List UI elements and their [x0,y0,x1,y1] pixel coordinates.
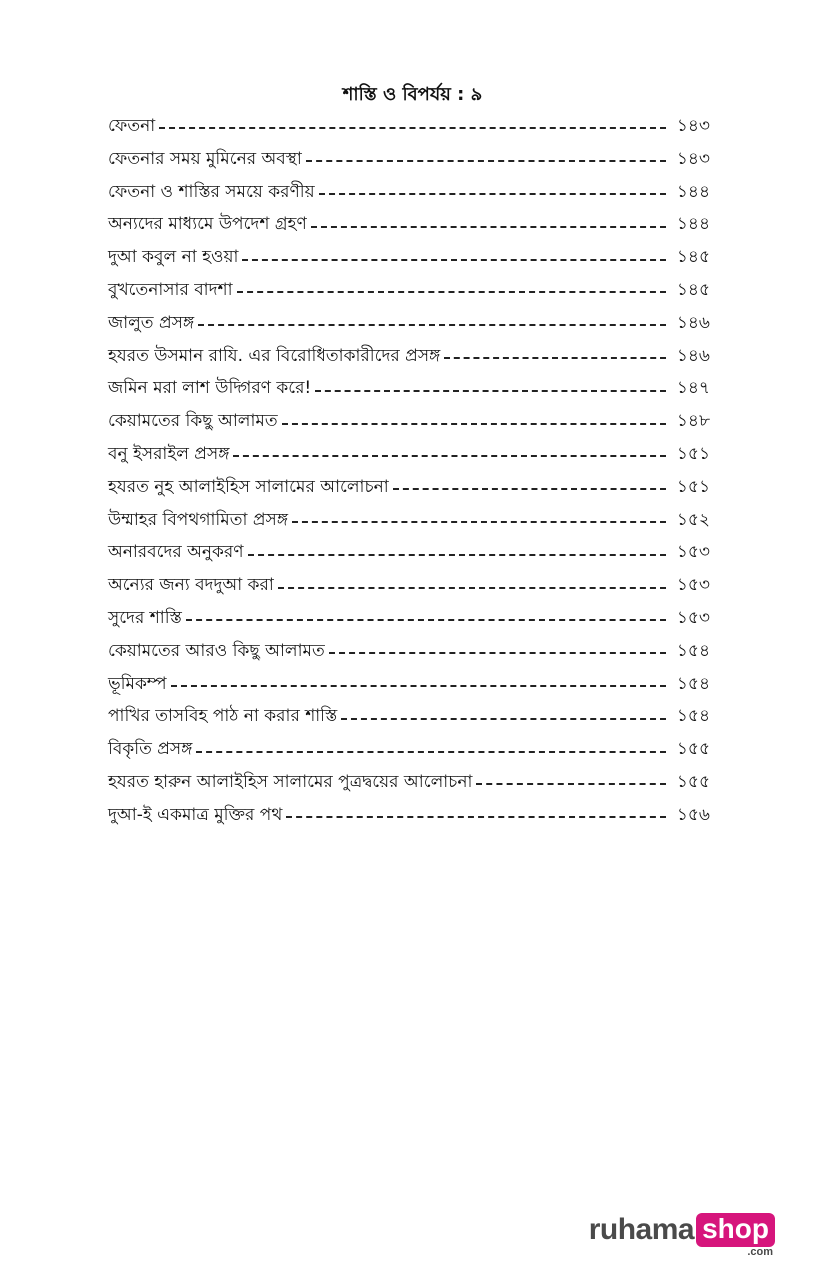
toc-entry-page-number: ১৪৩ [676,116,710,136]
toc-entry [108,208,710,241]
toc-entry-title: হযরত হারুন আলাইহিস সালামের পুত্রদ্বয়ের আলোচনা [108,771,473,792]
toc-entry-page-number: ১৪৭ [676,378,710,399]
toc-entry-page-number: ১৪৫ [676,279,710,300]
toc-entry-title: কেয়ামতের আরও কিছু আলামত [108,640,325,661]
toc-entry-title: জমিন মরা লাশ উদ্গিরণ করে! [108,378,312,399]
toc-dot-leader [171,685,666,687]
toc-entry-title: অনারবদের অনুকরণ [108,542,244,563]
toc-dot-leader [233,455,666,457]
logo-shop-text: shop [702,1213,769,1244]
toc-entry-title: সুদের শাস্তি [108,607,182,628]
toc-entry-page-number: ১৫৩ [676,542,710,563]
toc-entry-page-number: ১৪৪ [676,214,710,235]
toc-entry-title: জালুত প্রসঙ্গ [108,312,195,333]
toc-entry [108,471,710,504]
toc-entry [108,668,710,701]
toc-entry-page-number: ১৫৬ [676,804,710,825]
toc-entry [108,307,710,340]
toc-entry [108,569,710,602]
toc-entry-title: অন্যদের মাধ্যমে উপদেশ গ্রহণ [108,214,307,235]
toc-dot-leader [237,291,666,293]
toc-entry-page-number: ১৫১ [676,443,710,464]
toc-dot-leader [248,554,666,556]
ruhamashop-logo [588,1213,775,1258]
toc-entry-page-number: ১৪৩ [676,148,710,169]
toc-entry [108,438,710,471]
toc-entry-title: বনু ইসরাইল প্রসঙ্গ [108,443,230,464]
toc-entry-title: দুআ কবুল না হওয়া [108,247,239,268]
toc-entry-page-number: ১৫১ [676,476,710,497]
toc-dot-leader [311,226,666,228]
toc-entry-title: হযরত নুহ আলাইহিস সালামের আলোচনা [108,476,389,497]
toc-entry-title: ভূমিকম্প [108,673,167,694]
toc-entry-page-number: ১৫৪ [676,706,710,727]
toc-entry-page-number: ১৫৩ [676,575,710,596]
toc-entry [108,799,710,832]
toc-entry [108,766,710,799]
toc-entry-page-number: ১৫৪ [676,640,710,661]
toc-entry-title: ফেতনা [108,116,156,136]
toc-entry [108,602,710,635]
toc-entry-page-number: ১৫২ [676,509,710,530]
toc-dot-leader [286,816,666,818]
toc-dot-leader [444,357,666,359]
toc-entry-title: বিকৃতি প্রসঙ্গ [108,739,193,760]
toc-entry [108,536,710,569]
toc-dot-leader [282,423,666,425]
toc-entry-page-number: ১৪৪ [676,181,710,202]
toc-dot-leader [196,751,666,753]
toc-dot-leader [242,259,666,261]
logo-suffix-text: .com [747,1246,773,1258]
toc-dot-leader [476,783,666,785]
toc-entry [108,274,710,307]
toc-entry-title: উম্মাহর বিপথগামিতা প্রসঙ্গ [108,509,289,530]
toc-entry-title: পাখির তাসবিহ পাঠ না করার শাস্তি [108,706,338,727]
toc-entry-title: কেয়ামতের কিছু আলামত [108,411,278,432]
toc-dot-leader [329,652,666,654]
toc-dot-leader [306,160,666,162]
toc-entry-title: ফেতনার সময় মুমিনের অবস্থা [108,148,302,169]
toc-entry [108,340,710,373]
toc-entry [108,110,710,143]
toc-entry [108,635,710,668]
toc-entry [108,733,710,766]
toc-entry [108,372,710,405]
toc-entry [108,241,710,274]
toc-dot-leader [393,488,666,490]
toc-entry-title: ফেতনা ও শাস্তির সময়ে করণীয় [108,181,315,202]
toc-entry-title: বুখতেনাসার বাদশা [108,279,233,300]
toc-entry-title: অন্যের জন্য বদদুআ করা [108,575,274,596]
toc-entry-page-number: ১৫৫ [676,739,710,760]
toc-entry-page-number: ১৪৫ [676,247,710,268]
logo-brand-text: ruhama [588,1213,695,1246]
toc-dot-leader [315,390,666,392]
logo-shop-badge [696,1213,775,1258]
toc-dot-leader [186,619,666,621]
toc-entry [108,504,710,537]
table-of-contents [108,110,710,832]
toc-entry-title: হযরত উসমান রাযি. এর বিরোধিতাকারীদের প্রসঙ্গ [108,345,441,366]
toc-entry-title: দুআ-ই একমাত্র মুক্তির পথ [108,804,283,825]
toc-dot-leader [159,127,666,129]
toc-entry-page-number: ১৪৬ [676,312,710,333]
toc-entry-page-number: ১৪৬ [676,345,710,366]
toc-entry-page-number: ১৪৮ [676,411,710,432]
toc-entry [108,176,710,209]
toc-entry-page-number: ১৫৫ [676,771,710,792]
toc-dot-leader [341,718,666,720]
toc-entry [108,700,710,733]
toc-dot-leader [198,324,666,326]
toc-entry-page-number: ১৫৩ [676,607,710,628]
toc-dot-leader [278,587,666,589]
toc-entry-page-number: ১৫৪ [676,673,710,694]
toc-dot-leader [292,521,666,523]
toc-entry [108,405,710,438]
toc-dot-leader [319,193,666,195]
page-title: শাস্তি ও বিপর্যয় : ৯ [342,84,483,105]
toc-entry [108,143,710,176]
